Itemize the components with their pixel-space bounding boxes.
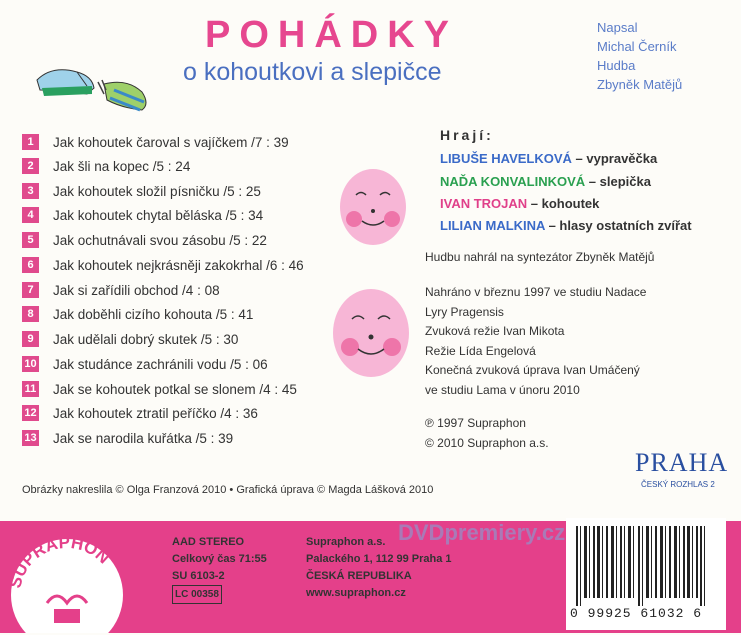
track-title: Jak se narodila kuřátka /5 : 39 [53, 430, 234, 446]
recording-line: Lyry Pragensis [425, 304, 504, 319]
track-number: 1 [22, 134, 39, 150]
recording-line: Zvuková režie Ivan Mikota [425, 324, 565, 338]
address-line: Palackého 1, 112 99 Praha 1 [306, 553, 452, 565]
album-title: POHÁDKY [205, 14, 459, 56]
track-number: 2 [22, 158, 39, 174]
track-number: 6 [22, 257, 39, 273]
track-item [22, 205, 263, 225]
credit-line: Zbyněk Matějů [597, 77, 683, 92]
cast-label: Hrají: [440, 127, 494, 143]
track-item [22, 132, 289, 152]
track-title: Jak ochutnávali svou zásobu /5 : 22 [53, 232, 267, 248]
cast-member [440, 151, 657, 166]
track-title: Jak šli na kopec /5 : 24 [53, 158, 191, 174]
praha-logo: PRAHA [635, 448, 729, 477]
track-item [22, 329, 238, 349]
recording-line: Konečná zvuková úprava Ivan Umáčený [425, 363, 640, 377]
track-number: 9 [22, 331, 39, 347]
track-item [22, 230, 267, 250]
cast-role: – vypravěčka [571, 151, 658, 166]
tech-info [172, 534, 267, 604]
track-item [22, 181, 261, 201]
cast-name: NAĎA KONVALINKOVÁ [440, 174, 586, 189]
track-title: Jak studánce zachránili vodu /5 : 06 [53, 356, 268, 372]
track-item [22, 428, 233, 448]
watermark-text: DVDpremiery.cz [398, 520, 566, 545]
track-item [22, 280, 220, 300]
track-item [22, 379, 297, 399]
recording-line: Režie Lída Engelová [425, 343, 536, 358]
track-number: 11 [22, 381, 39, 397]
track-item [22, 304, 253, 324]
credit-line: Hudba [597, 58, 636, 73]
cast-name: LIBUŠE HAVELKOVÁ [440, 151, 572, 166]
address-line: ČESKÁ REPUBLIKA [306, 570, 412, 582]
recording-info [425, 283, 646, 400]
address-line: Supraphon a.s. [306, 536, 386, 548]
track-number: 4 [22, 207, 39, 223]
track-title: Jak kohoutek složil písničku /5 : 25 [53, 183, 261, 199]
supraphon-logo [2, 525, 132, 633]
tech-line: SU 6103-2 [172, 570, 225, 582]
credit-line: Napsal [597, 20, 638, 35]
illustration-credits: Obrázky nakreslila © Olga Franzová 2010 • Grafická úprava © Magda Lášková 2010 [22, 484, 434, 496]
cast-name: LILIAN MALKINA [440, 218, 545, 233]
cast-role: – kohoutek [527, 196, 600, 211]
track-number: 5 [22, 232, 39, 248]
track-title: Jak kohoutek nejkrásněji zakokrhal /6 : 46 [53, 257, 304, 273]
label-code: LC 00358 [172, 585, 222, 604]
recording-line: Nahráno v březnu 1997 ve studiu Nadace [425, 285, 647, 299]
recording-line: ve studiu Lama v únoru 2010 [425, 382, 580, 397]
tech-line: AAD STEREO [172, 536, 245, 548]
cast-member [440, 218, 692, 233]
supraphon-logo-text: SUPRAPHON [5, 532, 114, 590]
track-item [22, 354, 268, 374]
tech-line: Celkový čas 71:55 [172, 553, 267, 565]
track-number: 13 [22, 430, 39, 446]
track-number: 12 [22, 405, 39, 421]
album-subtitle: o kohoutkovi a slepičce [183, 58, 442, 86]
track-number: 10 [22, 356, 39, 372]
track-item [22, 156, 190, 176]
phonogram-copyright: ℗ 1997 Supraphon [425, 416, 526, 430]
cast-member [440, 196, 599, 211]
radio-label: ČESKÝ ROZHLAS 2 [641, 480, 715, 489]
cast-role: – slepička [585, 174, 651, 189]
track-title: Jak doběhli cizího kohouta /5 : 41 [53, 306, 254, 322]
track-title: Jak kohoutek čaroval s vajíčkem /7 : 39 [53, 134, 289, 150]
track-title: Jak udělali dobrý skutek /5 : 30 [53, 331, 239, 347]
track-number: 8 [22, 306, 39, 322]
cast-role: – hlasy ostatních zvířat [544, 218, 692, 233]
cast-member [440, 174, 651, 189]
feet-illustration [32, 60, 162, 118]
track-number: 7 [22, 282, 39, 298]
author-credits [597, 18, 682, 94]
cast-name: IVAN TROJAN [440, 196, 528, 211]
track-number: 3 [22, 183, 39, 199]
egg-face-illustration [328, 283, 414, 379]
track-item [22, 403, 258, 423]
track-title: Jak se kohoutek potkal se slonem /4 : 45 [53, 381, 297, 397]
track-title: Jak si zařídili obchod /4 : 08 [53, 282, 220, 298]
address-line: www.supraphon.cz [306, 587, 406, 599]
copyright: © 2010 Supraphon a.s. [425, 436, 549, 450]
barcode-number: 0 99925 61032 6 [570, 606, 703, 621]
track-title: Jak kohoutek ztratil peříčko /4 : 36 [53, 405, 258, 421]
track-title: Jak kohoutek chytal běláska /5 : 34 [53, 207, 264, 223]
egg-face-illustration [336, 163, 410, 247]
track-item [22, 255, 304, 275]
synth-credit: Hudbu nahrál na syntezátor Zbyněk Matějů [425, 250, 655, 264]
credit-line: Michal Černík [597, 39, 677, 54]
